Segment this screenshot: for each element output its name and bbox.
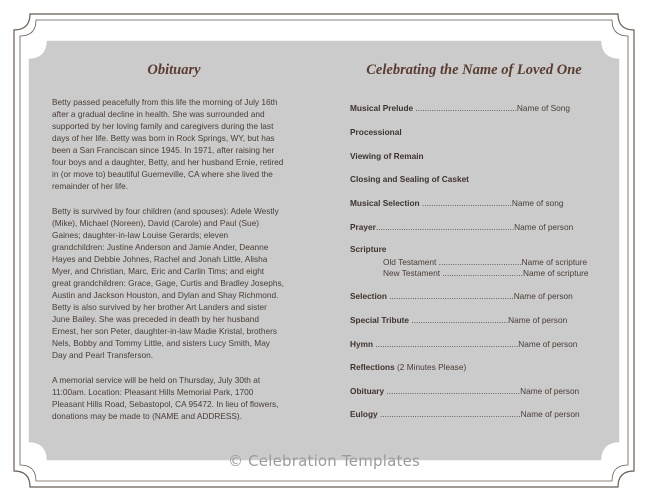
program-item-processional	[350, 127, 402, 137]
program-item-new-testament	[383, 268, 589, 278]
obituary-paragraph-3: A memorial service will be held on Thursday, July 30th at 11:00am. Location: Pleasant Hills Memorial Park, 1700 Pleasant Hills Road, Sebastopol, CA 95472. In lieu of flowers, donations may be made to (NAME and ADDRESS).	[52, 374, 279, 422]
program-item-label: Hymn	[350, 339, 374, 349]
program-item-value: Name of Song	[516, 103, 570, 113]
program-item-old-testament	[383, 257, 587, 267]
program-item-label: Musical Selection	[350, 198, 420, 208]
program-item-special-tribute	[350, 315, 567, 325]
program-item-label: Prayer	[350, 222, 376, 232]
program-item-value: Name of person	[513, 291, 573, 301]
program-item-musical-prelude	[350, 103, 570, 113]
program-item-label: Old Testament	[383, 257, 437, 267]
obituary-title: Obituary	[147, 62, 201, 78]
program-item-value: Name of person	[520, 409, 580, 419]
program-item-label: Obituary	[350, 386, 385, 396]
leader-dots: ......................................................	[386, 291, 514, 301]
leader-dots: ....................................	[436, 257, 522, 267]
program-item-label: Eulogy	[350, 409, 378, 419]
program-item-label: Selection	[350, 291, 387, 301]
leader-dots: .............................................................	[377, 409, 521, 419]
program-item-label: Reflections	[350, 362, 395, 372]
leader-dots: ..........................................................	[384, 386, 521, 396]
leader-dots: ..............................................................	[373, 339, 519, 349]
program-item-viewing	[350, 151, 424, 161]
program-item-eulogy	[350, 409, 580, 419]
program-item-scripture	[350, 244, 386, 254]
program-item-label: Closing and Sealing of Casket	[350, 174, 469, 184]
program-item-hymn	[350, 339, 577, 349]
program-item-value: Name of scripture	[523, 268, 589, 278]
leader-dots: ............................................	[413, 103, 517, 113]
program-item-obituary	[350, 386, 579, 396]
program-item-value: Name of song	[511, 198, 564, 208]
program-item-value: Name of person	[518, 339, 578, 349]
leader-dots: ..........................................	[409, 315, 509, 325]
watermark: © Celebration Templates	[227, 452, 421, 470]
program-item-value: Name of person	[508, 315, 568, 325]
program-section	[350, 62, 604, 84]
leader-dots: ............................................................	[375, 222, 515, 232]
program-item-musical-selection	[350, 198, 564, 208]
program-item-value: Name of person	[514, 222, 574, 232]
program-item-label: Processional	[350, 127, 402, 137]
obituary-paragraph-1: Betty passed peacefully from this life the morning of July 16th after a gradual decline in health. She was surrounded and supported by her loving family and caregivers during the last days of her life. Betty was born in Rock Springs, WY, but has been a San Franciscan since 1945. In 1971, after raising her four boys and a daughter, Betty, and her husband Ernie, retired in (or move to) beautiful Guerneville, CA where she lived the remainder of her life.	[52, 97, 284, 192]
program-item-prayer	[350, 222, 573, 232]
program-item-note: (2 Minutes Please)	[394, 362, 467, 372]
program-item-label: Scripture	[350, 244, 387, 254]
leader-dots: ...................................	[440, 268, 524, 278]
program-item-label: New Testament	[383, 268, 441, 278]
program-item-closing	[350, 174, 469, 184]
program-item-value: Name of person	[520, 386, 580, 396]
obituary-section	[52, 62, 304, 422]
program-item-value: Name of scripture	[521, 257, 588, 267]
leader-dots: .......................................	[419, 198, 512, 208]
program-item-label: Special Tribute	[350, 315, 410, 325]
program-title: Celebrating the Name of Loved One	[366, 62, 582, 78]
program-item-selection	[350, 291, 573, 301]
program-item-label: Musical Prelude	[350, 103, 414, 113]
program-item-label: Viewing of Remain	[350, 151, 424, 161]
obituary-paragraph-2: Betty is survived by four children (and spouses): Adele Westly (Mike), Michael (Noreen), David (Carole) and Paul (Sue) Gaines; daughter-in-law Louise Gerards; eleven grandchildren: Justine Anderson and Jamie Ander, Deanne Hayes and Debbie Johnes, Rachel and Jonah Little, Alisha Myer, and Christian, Marc, Eric and Carlin Tims; and eight great grandchildren: Grace, Gage, Curtis and Bradley Josephs, Austin and Jackson Houston, and Dylan and Shay Richmond. Betty is also survived by her brother Art Landers and sister June Bailey. She was preceded in death by her husband Ernest, her son Peter, daughter-in-law Madie Kristal, brothers Nels, Bobby and Tommy Little, and sisters Lucy Smith, May Day and Pearl Transferson.	[52, 205, 284, 361]
program-item-reflections	[350, 362, 466, 372]
